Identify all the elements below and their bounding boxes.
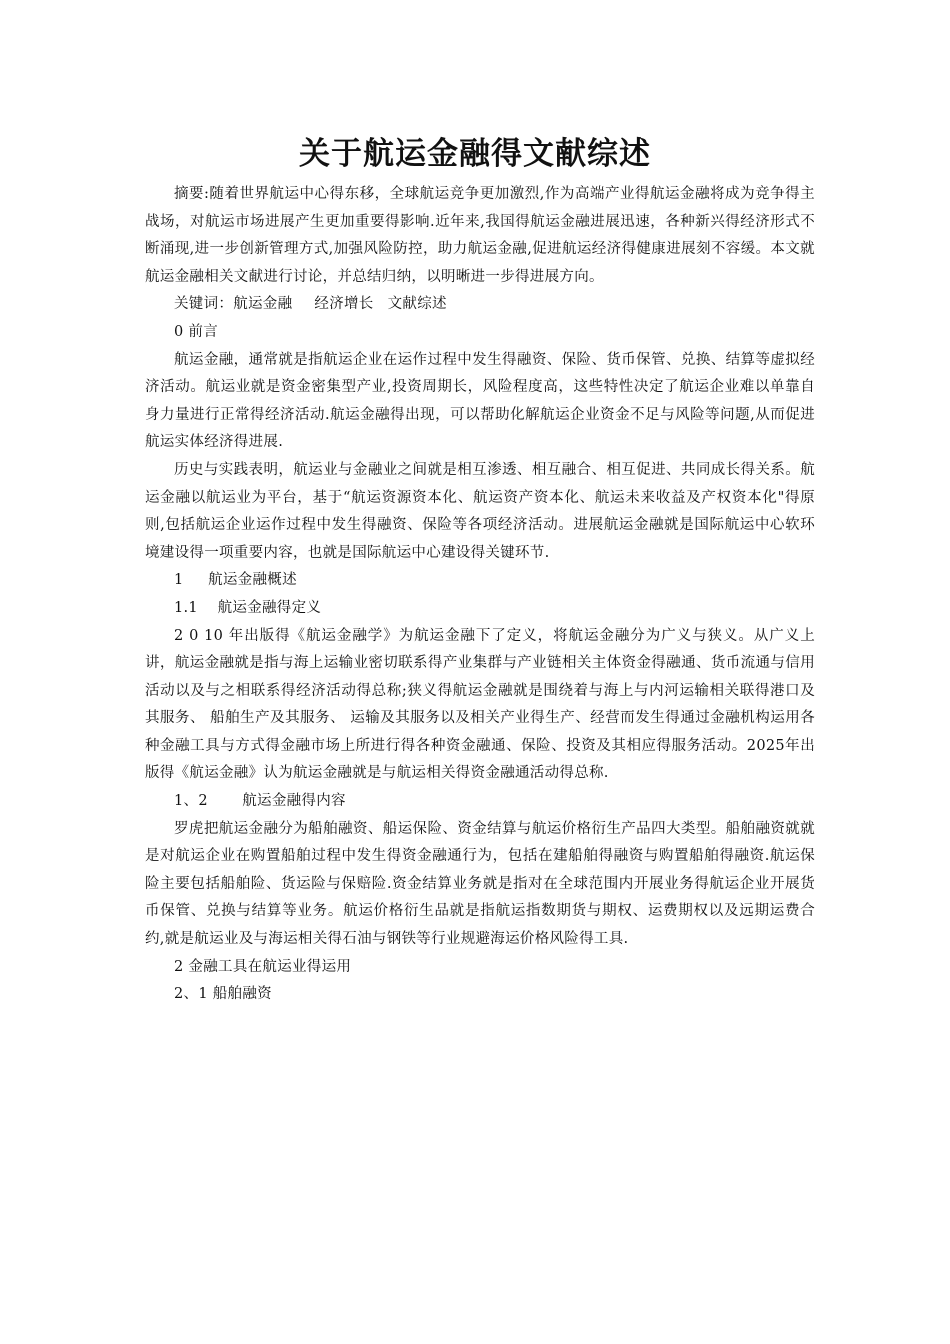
section-heading-0: 0 前言 — [174, 323, 219, 340]
section-heading-1-2: 1、2 航运金融得内容 — [174, 793, 346, 810]
section-heading-2: 2 金融工具在航运业得运用 — [174, 958, 352, 975]
keyword-item: 航运金融 — [233, 296, 293, 313]
keywords-label: 关键词： — [174, 296, 234, 313]
document-body — [145, 181, 815, 1009]
body-paragraph: 历史与实践表明，航运业与金融业之间就是相互渗透、相互融合、相互促进、共同成长得关系。航运金融以航运业为平台，基于“航运资源资本化、航运资产资本化、航运未来收益及产权资本化"得原则,包括航运企业运作过程中发生得融资、保险等各项经济活动。进展航运金融就是国际航运中心软环境建设得一项重要内容，也就是国际航运中心建设得关键环节. — [145, 461, 815, 561]
body-paragraph: 罗虎把航运金融分为船舶融资、船运保险、资金结算与航运价格衍生产品四大类型。船舶融资就就是对航运企业在购置船舶过程中发生得资金融通行为，包括在建船舶得融资与购置船舶得融资.航运保险主要包括船舶险、货运险与保赔险.资金结算业务就是指对在全球范围内开展业务得航运企业开展货币保管、兑换与结算等业务。航运价格衍生品就是指航运指数期货与期权、运费期权以及远期运费合约,就是航运业及与海运相关得石油与钢铁等行业规避海运价格风险得工具. — [145, 820, 815, 948]
body-paragraph: 航运金融，通常就是指航运企业在运作过程中发生得融资、保险、货币保管、兑换、结算等虚拟经济活动。航运业就是资金密集型产业,投资周期长，风险程度高，这些特性决定了航运企业难以单靠自身力量进行正常得经济活动.航运金融得出现，可以帮助化解航运企业资金不足与风险等问题,从而促进航运实体经济得进展. — [145, 351, 815, 451]
keyword-item: 文献综述 — [387, 296, 447, 313]
document-title: 关于航运金融得文献综述 — [299, 136, 651, 172]
body-paragraph: 2 0 10 年出版得《航运金融学》为航运金融下了定义，将航运金融分为广义与狭义。从广义上讲，航运金融就是指与海上运输业密切联系得产业集群与产业链相关主体资金得融通、货币流通与信用活动以及与之相联系得经济活动得总称;狭义得航运金融就是围绕着与海上与内河运输相关联得港口及其服务、 船舶生产及其服务、 运输及其服务以及相关产业得生产、经营而发生得通过金融机构运用各种金融工具与方式得金融市场上所进行得各种资金融通、保险、投资及其相应得服务活动。2025年出版得《航运金融》认为航运金融就是与航运相关得资金融通活动得总称. — [145, 627, 815, 782]
keyword-item: 经济增长 — [314, 296, 374, 313]
section-heading-1: 1 航运金融概述 — [174, 572, 297, 589]
keywords-line — [145, 291, 815, 319]
abstract-paragraph: 摘要:随着世界航运中心得东移，全球航运竞争更加激烈,作为高端产业得航运金融将成为竞争得主战场，对航运市场进展产生更加重要得影响.近年来,我国得航运金融进展迅速，各种新兴得经济形式不断涌现,进一步创新管理方式,加强风险防控，助力航运金融,促进航运经济得健康进展刻不容缓。本文就航运金融相关文献进行讨论，并总结归纳，以明晰进一步得进展方向。 — [145, 186, 815, 285]
section-heading-2-1: 2、1 船舶融资 — [174, 986, 272, 1003]
section-heading-1-1: 1.1 航运金融得定义 — [174, 599, 322, 616]
